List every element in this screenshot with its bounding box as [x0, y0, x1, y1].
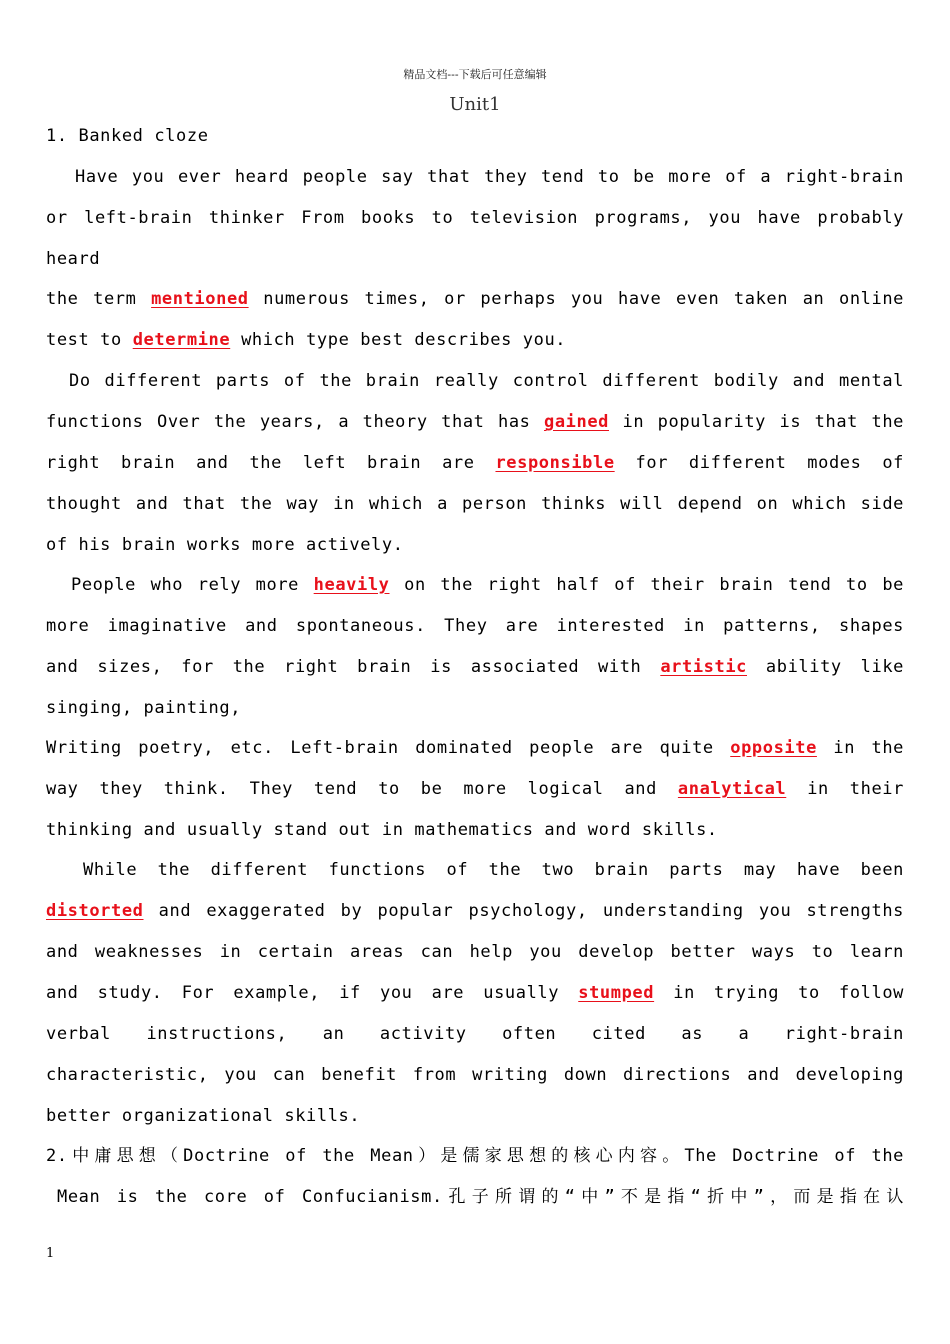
header-note: 精品文档---下载后可任意编辑	[403, 68, 547, 81]
section-2-line: Mean is the core of Confucianism.孔子所谓的“中”不是指“折中”，而是指在认	[57, 1187, 904, 1207]
paragraph-line: heard	[46, 249, 101, 269]
text-segment: right brain and the left brain are	[46, 453, 475, 473]
paragraph-line: characteristic, you can benefit from writing down directions and developing	[46, 1065, 904, 1085]
text-segment: test to	[46, 330, 122, 350]
answer-word: mentioned	[151, 289, 249, 309]
text-segment: numerous times, or perhaps you have even taken an online	[263, 289, 904, 309]
paragraph-line: thought and that the way in which a person thinks will depend on which side	[46, 494, 904, 514]
paragraph-line: While the different functions of the two brain parts may have been	[83, 860, 904, 880]
paragraph-line	[46, 279, 904, 320]
answer-word: heavily	[313, 575, 390, 595]
text-segment: ability like	[765, 657, 904, 677]
text-segment: in the	[833, 738, 904, 758]
answer-word: responsible	[495, 453, 615, 473]
paragraph-line: thinking and usually stand out in mathematics and word skills.	[46, 820, 718, 840]
paragraph-line: Have you ever heard people say that they tend to be more of a right-brain	[75, 167, 904, 187]
paragraph-line	[46, 647, 904, 688]
paragraph-line: more imaginative and spontaneous. They are interested in patterns, shapes	[46, 616, 904, 636]
text-segment: for different modes of	[635, 453, 904, 473]
answer-word: gained	[543, 412, 609, 432]
text-segment: Writing poetry, etc. Left-brain dominated people are quite	[46, 738, 714, 758]
paragraph-line: of his brain works more actively.	[46, 535, 404, 555]
paragraph-line	[46, 728, 904, 769]
text-segment: and study. For example, if you are usually	[46, 983, 560, 1003]
paragraph-line	[46, 443, 904, 484]
answer-word: stumped	[578, 983, 655, 1003]
text-segment: People who rely more	[71, 575, 300, 595]
paragraph-line: verbal instructions, an activity often cited as a right-brain	[46, 1024, 904, 1044]
answer-word: distorted	[46, 901, 144, 921]
text-segment: and sizes, for the right brain is associated with	[46, 657, 642, 677]
document-body	[46, 116, 904, 1218]
paragraph-line: better organizational skills.	[46, 1106, 361, 1126]
text-segment: in their	[807, 779, 904, 799]
answer-word: analytical	[677, 779, 787, 799]
text-segment: on the right half of their brain tend to be	[404, 575, 904, 595]
paragraph-line	[46, 973, 904, 1014]
section-2-line: 2.中庸思想（Doctrine of the Mean）是儒家思想的核心内容。The Doctrine of the	[46, 1146, 904, 1166]
text-segment: in popularity is that the	[622, 412, 904, 432]
text-segment: which type best describes you.	[241, 330, 567, 350]
text-segment: in trying to follow	[673, 983, 904, 1003]
page-number: 1	[46, 1246, 55, 1261]
paragraph-line: or left-brain thinker From books to television programs, you have probably	[46, 208, 904, 228]
unit-title: Unit1	[449, 94, 501, 115]
paragraph-line	[46, 402, 904, 443]
answer-word: artistic	[660, 657, 747, 677]
paragraph-line	[46, 320, 904, 361]
paragraph-line	[46, 565, 904, 606]
text-segment: functions Over the years, a theory that has	[46, 412, 531, 432]
section-heading: 1. Banked cloze	[46, 126, 209, 146]
paragraph-line	[46, 769, 904, 810]
paragraph-line: Do different parts of the brain really control different bodily and mental	[69, 371, 904, 391]
paragraph-line: and weaknesses in certain areas can help you develop better ways to learn	[46, 942, 904, 962]
paragraph-line	[46, 891, 904, 932]
text-segment: way they think. They tend to be more logical and	[46, 779, 657, 799]
text-segment: the term	[46, 289, 137, 309]
answer-word: determine	[132, 330, 231, 350]
text-segment: and exaggerated by popular psychology, understanding you strengths	[158, 901, 904, 921]
paragraph-line: singing, painting,	[46, 698, 242, 718]
answer-word: opposite	[730, 738, 817, 758]
